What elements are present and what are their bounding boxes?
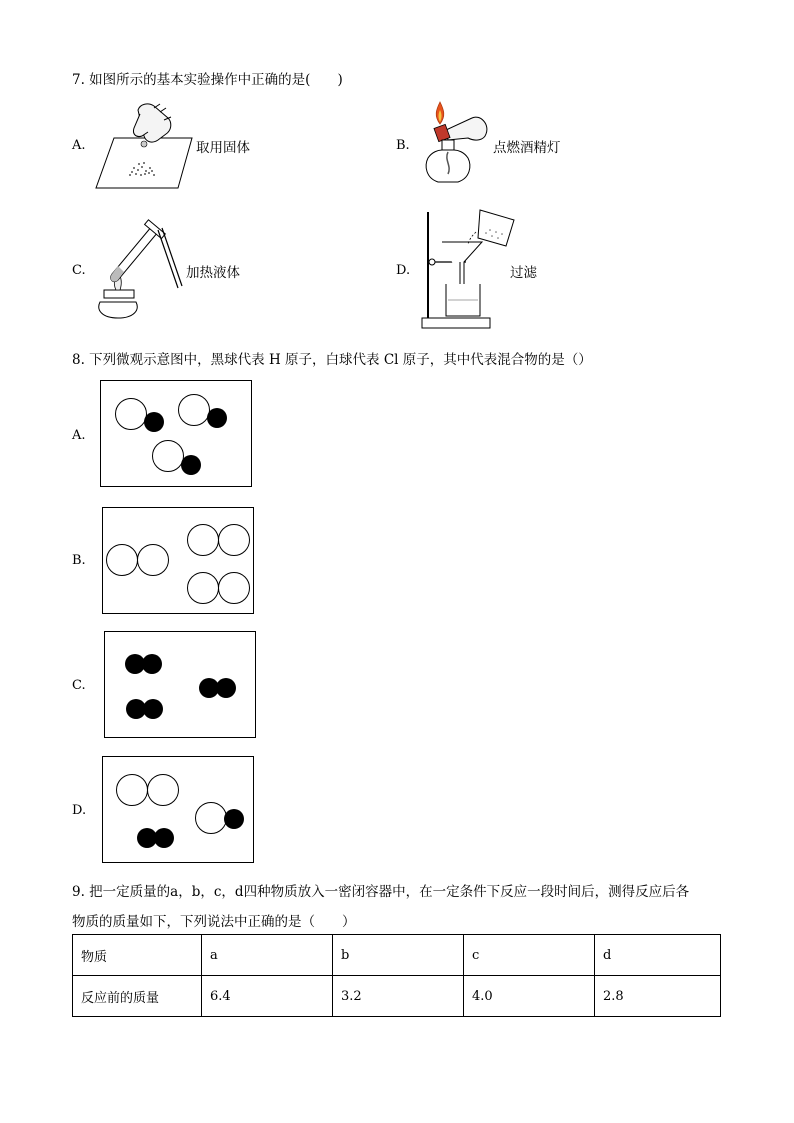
cl-atom — [218, 572, 250, 604]
q8-option-c-diagram — [104, 631, 256, 738]
cl-atom — [187, 524, 219, 556]
q9-stem-line2: 物质的质量如下，下列说法中正确的是（ ） — [72, 914, 356, 930]
cl-atom — [116, 774, 148, 806]
table-cell: 6.4 — [202, 976, 333, 1017]
q7-option-b-letter: B. — [396, 138, 410, 153]
cl-atom — [106, 544, 138, 576]
q8-option-b-diagram — [102, 507, 254, 614]
q7-option-c-letter: C. — [72, 263, 86, 278]
q8-option-b-letter: B. — [72, 553, 86, 568]
q7-option-b-caption-text: 点燃酒精灯 — [493, 140, 561, 156]
h-atom — [181, 455, 201, 475]
q8-option-a-letter: A. — [72, 428, 86, 443]
q7-option-d-letter: D. — [396, 263, 411, 278]
q7-option-c-caption: 加热液体 — [186, 265, 240, 281]
h-atom — [142, 654, 162, 674]
q9-stem-line1: 9. 把一定质量的a，b，c，d四种物质放入一密闭容器中，在一定条件下反应一段时间后，测得反应后各 — [72, 884, 690, 900]
q8-option-d-letter: D. — [72, 803, 87, 818]
q7-option-c-figure — [92, 222, 187, 322]
table-cell: 2.8 — [595, 976, 721, 1017]
cl-atom — [137, 544, 169, 576]
q7-option-a-letter: A. — [72, 138, 86, 153]
h-atom — [207, 408, 227, 428]
q7-option-d-caption: 过滤 — [510, 265, 537, 281]
q7-option-a-figure — [94, 100, 204, 190]
q9-mass-table — [72, 934, 721, 1017]
table-header-cell: b — [333, 935, 464, 976]
q8-stem: 8. 下列微观示意图中，黑球代表 H 原子，白球代表 Cl 原子，其中代表混合物的是（） — [72, 352, 592, 368]
h-atom — [143, 699, 163, 719]
cl-atom — [178, 394, 210, 426]
q8-option-a-diagram — [100, 380, 252, 487]
q8-option-c-letter: C. — [72, 678, 86, 693]
q7-option-a-caption: 取用固体 — [196, 140, 250, 156]
table-header-cell: 物质 — [73, 935, 202, 976]
table-header-cell: c — [464, 935, 595, 976]
cl-atom — [152, 440, 184, 472]
cl-atom — [195, 802, 227, 834]
h-atom — [154, 828, 174, 848]
table-header-row — [73, 935, 721, 976]
cl-atom — [187, 572, 219, 604]
q8-option-d-diagram — [102, 756, 254, 863]
table-header-cell: a — [202, 935, 333, 976]
h-atom — [144, 412, 164, 432]
cl-atom — [218, 524, 250, 556]
table-row — [73, 976, 721, 1017]
table-cell: 反应前的质量 — [73, 976, 202, 1017]
q7-option-b-figure — [414, 100, 494, 190]
table-cell: 4.0 — [464, 976, 595, 1017]
cl-atom — [147, 774, 179, 806]
table-header-cell: d — [595, 935, 721, 976]
q7-stem: 7. 如图所示的基本实验操作中正确的是( ) — [72, 72, 343, 88]
h-atom — [224, 809, 244, 829]
h-atom — [216, 678, 236, 698]
cl-atom — [115, 398, 147, 430]
table-cell: 3.2 — [333, 976, 464, 1017]
